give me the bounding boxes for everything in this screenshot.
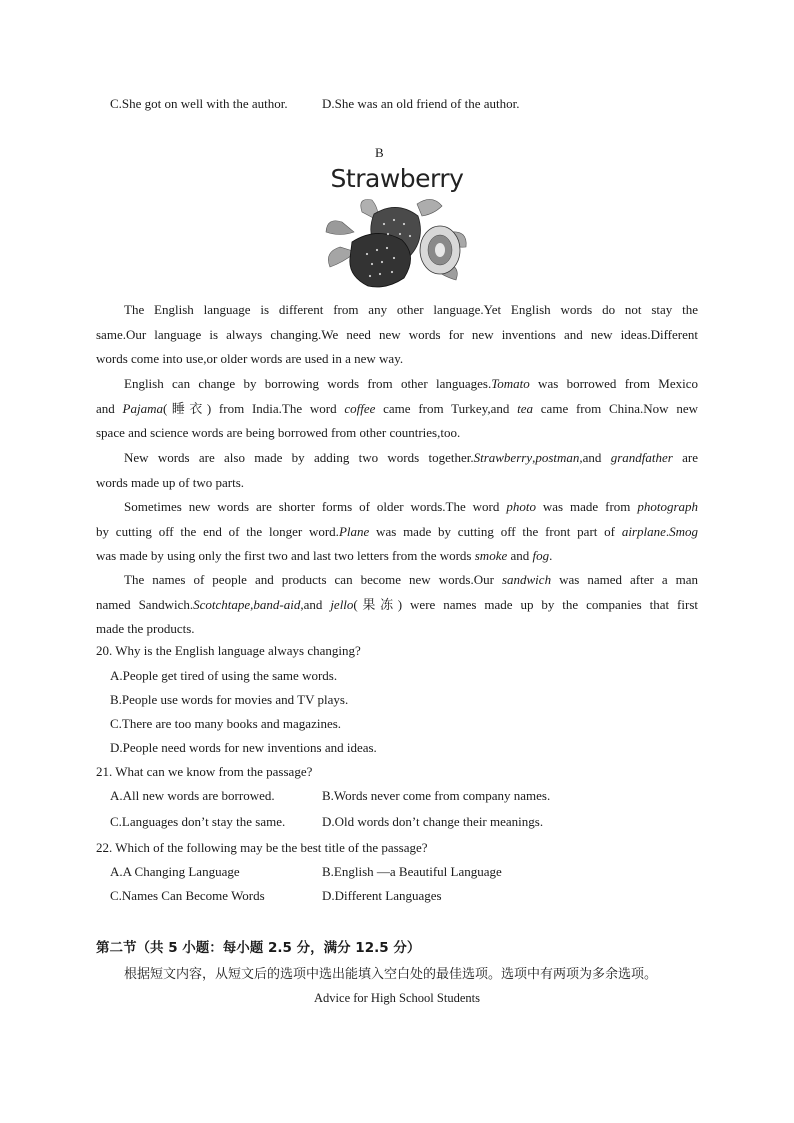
italic-word: photograph [637,499,698,514]
section2-instruction: 根据短文内容，从短文后的选项中选出能填入空白处的最佳选项。选项中有两项为多余选项。 [124,967,658,982]
italic-word: coffee [344,400,376,416]
italic-word: sandwich [501,572,552,587]
prev-option-c: C.She got on well with the author. [110,96,288,111]
italic-word: grandfather [610,450,673,465]
text-run: by cutting off the end of the longer word. [96,523,339,539]
text-run: , [532,450,536,465]
section2-heading: 第二节（共 5 小题：每小题 2.5 分，满分 12.5 分） [96,940,421,956]
passage-line [96,495,698,520]
question-22-option-b: B.English —a Beautiful Language [322,864,502,879]
prev-option-d: D.She was an old friend of the author. [322,96,520,111]
text-run: . [549,548,553,563]
italic-word: tea [517,400,534,416]
text-run: (睡衣) from India.The word [162,400,345,416]
question-20-option-b: B.People use words for movies and TV plays. [110,692,349,707]
text-run: words come into use,or older words are used in a new way. [96,351,404,366]
text-run: space and science words are being borrowed from other countries,too. [96,425,461,440]
italic-word: Strawberry [473,450,533,465]
text-run: and [96,400,123,416]
passage-line [96,347,698,372]
italic-word: jello [330,596,354,612]
text-run: was borrowed from Mexico [529,376,698,391]
italic-word: band-aid [253,596,301,612]
image-title-word: Strawberry [330,164,464,193]
passage-line [96,298,698,323]
question-20-option-a: A.People get tired of using the same words. [110,668,338,683]
text-run: came from Turkey,and [375,400,518,416]
question-20-stem: 20. Why is the English language always changing? [96,643,361,658]
text-run: was named after a man [551,572,698,587]
italic-word: postman [535,450,580,465]
question-22-option-d: D.Different Languages [322,888,442,903]
passage-line [96,323,698,348]
passage-line [96,617,698,642]
question-20-option-c: C.There are too many books and magazines. [110,716,342,731]
question-21-option-a: A.All new words are borrowed. [110,788,275,803]
passage-paragraph [96,446,698,495]
passage-line [96,421,698,446]
passage-line [96,544,698,569]
strawberry-image [322,192,472,290]
passage-paragraph [96,568,698,642]
text-run: named Sandwich. [96,596,194,612]
text-run: was made by cutting off the front part of [369,523,622,539]
question-21-option-c: C.Languages don’t stay the same. [110,814,286,829]
text-run: are [672,450,698,465]
text-run: , [250,596,254,612]
section-letter: B [375,145,384,160]
passage-line [96,520,698,545]
text-run: . [665,523,670,539]
text-run: made the products. [96,621,195,636]
italic-word: smoke [474,548,508,563]
italic-word: Pajama [122,400,163,416]
text-run: and [507,548,533,563]
passage-line [96,372,698,397]
italic-word: Scotchtape [193,596,251,612]
italic-word: Plane [338,523,370,539]
passage-paragraph [96,372,698,446]
text-run: words made up of two parts. [96,474,245,490]
italic-word: airplane [621,523,666,539]
question-21-option-d: D.Old words don’t change their meanings. [322,814,544,829]
text-run: was made by using only the first two and last two letters from the words [96,548,475,563]
section2-passage-title: Advice for High School Students [314,991,480,1005]
passage-line [96,471,698,496]
question-21-stem: 21. What can we know from the passage? [96,764,313,779]
question-21-option-b: B.Words never come from company names. [322,788,551,803]
passage-line [96,397,698,422]
text-run: ,and [300,596,331,612]
passage-paragraph [96,495,698,569]
text-run: same.Our language is always changing.We need new words for new inventions and new ideas.Different [96,326,698,342]
italic-word: fog [532,548,550,563]
text-run: The English language is different from any other language.Yet English words do not stay the [124,302,698,317]
question-20-option-d: D.People need words for new inventions and ideas. [110,740,377,755]
text-run: was made from [535,499,638,514]
passage-line [96,446,698,471]
text-run: ,and [579,450,611,465]
italic-word: Tomato [491,376,530,391]
question-22-stem: 22. Which of the following may be the best title of the passage? [96,840,428,855]
question-22-option-c: C.Names Can Become Words [110,888,265,903]
text-run: came from China.Now new [533,400,698,416]
italic-word: Smog [669,523,699,539]
text-run: New words are also made by adding two words together. [124,450,474,465]
text-run: (果冻) were names made up by the companies that first [353,596,698,612]
passage-paragraph [96,298,698,372]
text-run: The names of people and products can become new words.Our [124,572,502,587]
passage-line [96,568,698,593]
passage-line [96,593,698,618]
italic-word: photo [506,499,536,514]
text-run: Sometimes new words are shorter forms of older words.The word [124,499,507,514]
text-run: English can change by borrowing words from other languages. [124,376,492,391]
question-22-option-a: A.A Changing Language [110,864,240,879]
